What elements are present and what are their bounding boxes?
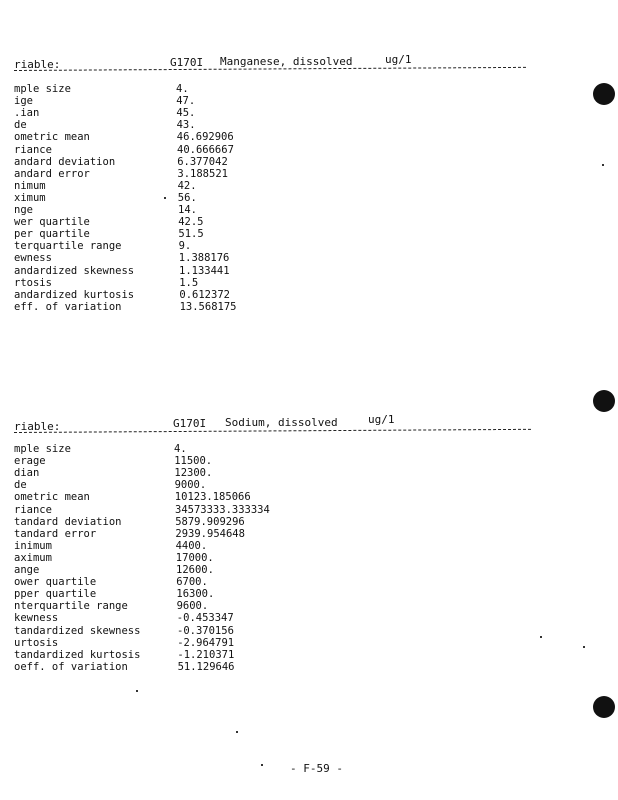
stat-row	[14, 649, 314, 661]
stat-row	[14, 119, 314, 131]
variable-description: Manganese, dissolved	[220, 55, 353, 68]
page-number: - F-59 -	[290, 762, 343, 775]
stat-value: -2.964791	[177, 636, 235, 649]
scan-speck	[261, 764, 263, 766]
stat-row	[14, 131, 314, 143]
stat-row	[14, 455, 314, 467]
stat-row	[14, 661, 314, 673]
stat-label: mple size	[14, 443, 71, 455]
stat-row	[14, 156, 314, 168]
stat-row	[14, 240, 314, 252]
variable-label: riable:	[14, 58, 61, 71]
stat-label: tandardized kurtosis	[14, 648, 141, 661]
stat-label: dian	[14, 467, 40, 480]
stat-label: andard error	[14, 167, 90, 180]
stat-label: .ian	[14, 107, 40, 120]
stat-label: riance	[14, 143, 52, 156]
stat-value: 3.188521	[177, 167, 228, 180]
stat-row	[14, 625, 314, 637]
header-rule	[14, 429, 531, 433]
stat-label: ange	[14, 564, 40, 576]
stat-row	[14, 168, 314, 180]
stat-label: pper quartile	[14, 588, 97, 601]
stat-label: de	[14, 119, 27, 132]
stat-label: urtosis	[14, 636, 59, 649]
stat-row	[14, 467, 314, 479]
stat-value: 12600.	[176, 564, 214, 576]
stat-value: 4.	[176, 83, 189, 95]
stat-label: ometric mean	[14, 491, 90, 504]
variable-units: ug/1	[368, 413, 395, 426]
stat-label: nterquartile range	[14, 600, 128, 613]
stat-value: 45.	[176, 107, 196, 120]
stat-value: 16300.	[176, 588, 215, 601]
stat-row	[14, 95, 314, 107]
stat-label: ximum	[14, 191, 46, 204]
stat-label: ometric mean	[14, 131, 90, 144]
stat-row	[14, 252, 314, 264]
stat-value: -1.210371	[177, 648, 235, 661]
stat-value: 13.568175	[179, 300, 237, 313]
stat-label: per quartile	[14, 228, 90, 241]
stat-row	[14, 443, 314, 455]
stat-row	[14, 552, 314, 564]
stat-row	[14, 504, 314, 516]
stat-value: 10123.185066	[174, 491, 251, 504]
binder-hole	[593, 83, 615, 105]
stat-row	[14, 277, 314, 289]
stat-label: de	[14, 479, 27, 492]
scan-speck	[164, 197, 166, 199]
stat-value: -0.370156	[177, 624, 234, 637]
stat-value: 1.133441	[179, 264, 230, 277]
stat-row	[14, 612, 314, 624]
stat-row	[14, 83, 314, 95]
stat-label: oeff. of variation	[14, 660, 128, 673]
stat-value: 43.	[176, 119, 196, 132]
stat-label: tandard deviation	[14, 515, 122, 528]
stat-row	[14, 107, 314, 119]
stat-value: 56.	[177, 191, 197, 204]
stat-value: 34573333.333334	[175, 503, 270, 516]
header-rule	[14, 67, 526, 71]
stat-value: 46.692906	[176, 131, 234, 144]
stat-label: nimum	[14, 179, 46, 192]
stat-row	[14, 228, 314, 240]
variable-units: ug/1	[385, 53, 412, 66]
stat-label: ower quartile	[14, 576, 97, 589]
stat-label: tandardized skewness	[14, 624, 141, 637]
scan-speck	[136, 690, 138, 692]
stat-label: aximum	[14, 551, 52, 564]
scan-speck	[583, 646, 585, 648]
stat-row	[14, 564, 314, 576]
stat-label: tandard error	[14, 527, 97, 540]
variable-description: Sodium, dissolved	[225, 416, 338, 429]
stat-label: andardized skewness	[14, 264, 135, 277]
stat-row	[14, 204, 314, 216]
stat-label: mple size	[14, 83, 71, 95]
stat-label: terquartile range	[14, 240, 122, 253]
stat-label: wer quartile	[14, 216, 90, 229]
stat-value: 6700.	[176, 576, 208, 589]
stat-value: 42.5	[178, 216, 204, 229]
stat-value: 14.	[178, 204, 197, 216]
binder-hole	[593, 390, 615, 412]
stat-row	[14, 479, 314, 491]
stat-row	[14, 588, 314, 600]
stat-row	[14, 216, 314, 228]
stat-value: 51.5	[178, 228, 204, 241]
stat-value: 9.	[178, 240, 192, 253]
stat-row	[14, 491, 314, 503]
stat-value: 2939.954648	[175, 527, 245, 540]
stat-label: inimum	[14, 539, 52, 552]
station-code: G170I	[170, 56, 204, 69]
scan-speck	[236, 731, 238, 733]
stat-row	[14, 600, 314, 612]
stat-value: 1.5	[179, 276, 199, 289]
stat-row	[14, 528, 314, 540]
stat-label: riance	[14, 503, 52, 516]
stat-row	[14, 144, 314, 156]
stat-label: rtosis	[14, 276, 52, 289]
variable-label: riable:	[14, 420, 61, 433]
stat-row	[14, 637, 314, 649]
stat-label: ewness	[14, 252, 52, 265]
stat-label: nge	[14, 204, 33, 216]
stat-label: ige	[14, 95, 33, 108]
stat-row	[14, 289, 314, 301]
stat-label: andardized kurtosis	[14, 288, 135, 301]
stat-row	[14, 576, 314, 588]
stat-value: 9600.	[176, 600, 209, 613]
stat-row	[14, 540, 314, 552]
stat-value: 47.	[176, 95, 196, 108]
stat-value: 9000.	[174, 479, 207, 492]
stat-label: kewness	[14, 612, 59, 625]
stat-label: andard deviation	[14, 155, 116, 168]
stat-label: erage	[14, 455, 46, 468]
stat-value: 17000.	[175, 551, 214, 564]
binder-hole	[593, 696, 615, 718]
stat-value: 5879.909296	[175, 515, 245, 528]
stat-value: 0.612372	[179, 288, 230, 301]
stat-value: 51.129646	[177, 660, 235, 673]
stat-value: 11500.	[174, 455, 213, 468]
stat-row	[14, 180, 314, 192]
stat-value: 6.377042	[177, 155, 228, 168]
stat-value: -0.453347	[176, 612, 234, 625]
stat-label: eff. of variation	[14, 300, 122, 313]
stat-value: 4400.	[175, 539, 208, 552]
scan-speck	[602, 164, 604, 166]
stat-value: 12300.	[174, 467, 213, 480]
stat-row	[14, 265, 314, 277]
stat-value: 40.666667	[177, 143, 234, 156]
stat-row	[14, 516, 314, 528]
stat-value: 4.	[174, 443, 187, 455]
stat-value: 1.388176	[178, 252, 230, 265]
station-code: G170I	[173, 417, 207, 430]
stat-row	[14, 301, 314, 313]
scan-speck	[540, 636, 542, 638]
stat-value: 42.	[177, 179, 197, 192]
